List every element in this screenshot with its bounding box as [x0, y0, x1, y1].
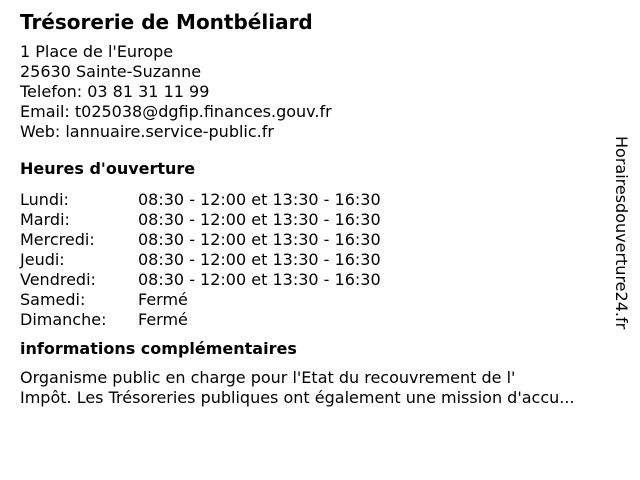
hours-heading: Heures d'ouverture [20, 159, 196, 178]
hours-time: 08:30 - 12:00 et 13:30 - 16:30 [138, 210, 381, 229]
page-title: Trésorerie de Montbéliard [20, 10, 313, 34]
hours-time: 08:30 - 12:00 et 13:30 - 16:30 [138, 270, 381, 289]
hours-time: 08:30 - 12:00 et 13:30 - 16:30 [138, 230, 381, 249]
address-line-2: 25630 Sainte-Suzanne [20, 62, 202, 81]
hours-time: 08:30 - 12:00 et 13:30 - 16:30 [138, 250, 381, 269]
additional-info-heading: informations complémentaires [20, 339, 297, 358]
additional-info-text [20, 368, 625, 408]
hours-day: Vendredi: [20, 270, 96, 289]
hours-day: Mercredi: [20, 230, 95, 249]
hours-row-mercredi [20, 230, 625, 250]
hours-day: Jeudi: [20, 250, 65, 269]
office-card [20, 8, 625, 408]
web-line[interactable]: Web: lannuaire.service-public.fr [20, 122, 274, 141]
hours-day: Samedi: [20, 290, 86, 309]
email-line[interactable]: Email: t025038@dgfip.finances.gouv.fr [20, 102, 332, 121]
hours-row-jeudi [20, 250, 625, 270]
hours-time: Fermé [138, 290, 188, 309]
hours-day: Dimanche: [20, 310, 107, 329]
additional-info-line-1: Organisme public en charge pour l'Etat du recouvrement de l' [20, 368, 516, 387]
hours-row-vendredi [20, 270, 625, 290]
hours-time: 08:30 - 12:00 et 13:30 - 16:30 [138, 190, 381, 209]
additional-info-line-2: Impôt. Les Trésoreries publiques ont également une mission d'accu... [20, 388, 575, 407]
address-line-1: 1 Place de l'Europe [20, 42, 174, 61]
hours-row-mardi [20, 210, 625, 230]
hours-row-dimanche [20, 310, 625, 330]
hours-table [20, 190, 625, 330]
hours-row-samedi [20, 290, 625, 310]
hours-row-lundi [20, 190, 625, 210]
phone-line[interactable]: Telefon: 03 81 31 11 99 [20, 82, 210, 101]
site-watermark: Horairesdouverture24.fr [612, 136, 631, 330]
hours-day: Lundi: [20, 190, 69, 209]
hours-time: Fermé [138, 310, 188, 329]
hours-day: Mardi: [20, 210, 70, 229]
